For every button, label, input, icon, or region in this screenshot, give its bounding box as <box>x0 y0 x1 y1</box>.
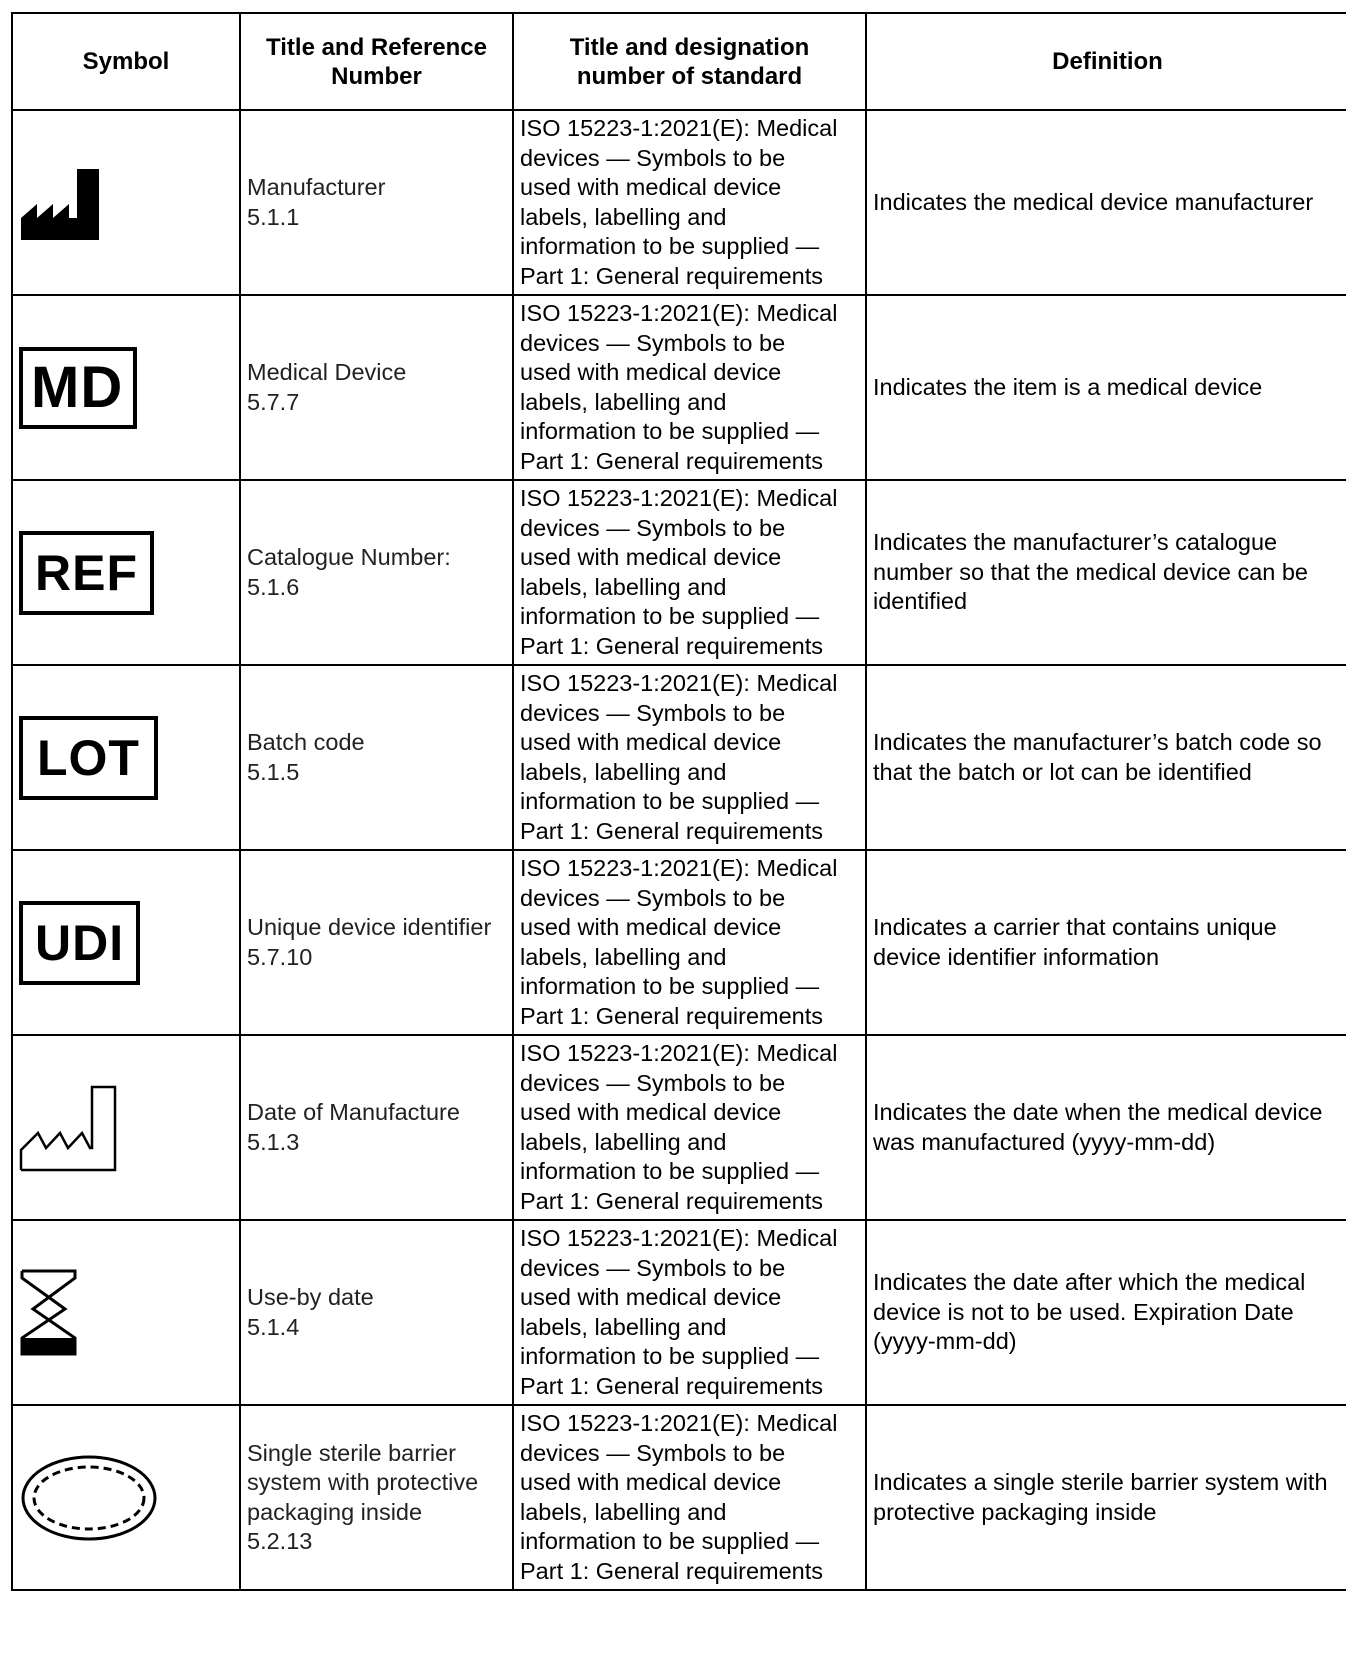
ref-icon: REF <box>19 531 154 615</box>
definition-cell: Indicates the date when the medical device was manufactured (yyyy-mm-dd) <box>866 1035 1346 1220</box>
table-row <box>12 480 1346 665</box>
reference-number: 5.7.10 <box>247 943 313 970</box>
standard-cell: ISO 15223-1:2021(E): Medical devices — Symbols to be used with medical device labels, labelling and information to be supplied — Part 1: General requirements <box>513 295 866 480</box>
reference-number: 5.7.7 <box>247 388 300 415</box>
title-cell <box>240 1220 513 1405</box>
symbol-cell <box>12 1405 240 1590</box>
title-cell <box>240 1035 513 1220</box>
definition-cell: Indicates the date after which the medical device is not to be used. Expiration Date (yyyy-mm-dd) <box>866 1220 1346 1405</box>
symbols-table <box>11 12 1346 1591</box>
title-cell <box>240 665 513 850</box>
symbol-cell <box>12 1035 240 1220</box>
table-row <box>12 110 1346 295</box>
md-icon: MD <box>19 347 137 429</box>
header-standard: Title and designation number of standard <box>513 13 866 110</box>
header-row <box>12 13 1346 110</box>
standard-cell: ISO 15223-1:2021(E): Medical devices — Symbols to be used with medical device labels, labelling and information to be supplied — Part 1: General requirements <box>513 1035 866 1220</box>
title-cell <box>240 110 513 295</box>
definition-cell: Indicates the manufacturer’s batch code so that the batch or lot can be identified <box>866 665 1346 850</box>
reference-number: 5.2.13 <box>247 1528 313 1554</box>
table-row <box>12 1405 1346 1590</box>
definition-cell: Indicates the medical device manufacturer <box>866 110 1346 295</box>
standard-cell: ISO 15223-1:2021(E): Medical devices — Symbols to be used with medical device labels, labelling and information to be supplied — Part 1: General requirements <box>513 665 866 850</box>
date-of-manufacture-icon <box>19 1082 119 1174</box>
table-row <box>12 850 1346 1035</box>
symbol-cell <box>12 850 240 1035</box>
title-text: Batch code <box>247 729 365 755</box>
table-row <box>12 665 1346 850</box>
title-cell <box>240 295 513 480</box>
symbol-cell <box>12 110 240 295</box>
header-definition: Definition <box>866 13 1346 110</box>
reference-number: 5.1.1 <box>247 203 300 230</box>
reference-number: 5.1.6 <box>247 573 300 600</box>
title-text: Unique device identifier <box>247 914 492 940</box>
title-text: Use-by date <box>247 1284 374 1310</box>
standard-cell: ISO 15223-1:2021(E): Medical devices — Symbols to be used with medical device labels, labelling and information to be supplied — Part 1: General requirements <box>513 850 866 1035</box>
manufacturer-icon <box>19 164 99 242</box>
reference-number: 5.1.3 <box>247 1128 300 1155</box>
symbol-cell <box>12 665 240 850</box>
definition-cell: Indicates the item is a medical device <box>866 295 1346 480</box>
symbol-cell <box>12 1220 240 1405</box>
title-cell <box>240 850 513 1035</box>
title-cell <box>240 480 513 665</box>
reference-number: 5.1.5 <box>247 758 300 785</box>
title-cell <box>240 1405 513 1590</box>
symbol-cell <box>12 295 240 480</box>
definition-cell: Indicates a single sterile barrier system with protective packaging inside <box>866 1405 1346 1590</box>
table-row <box>12 1220 1346 1405</box>
standard-cell: ISO 15223-1:2021(E): Medical devices — Symbols to be used with medical device labels, labelling and information to be supplied — Part 1: General requirements <box>513 110 866 295</box>
hourglass-icon <box>19 1268 77 1358</box>
table-row <box>12 1035 1346 1220</box>
definition-cell: Indicates the manufacturer’s catalogue number so that the medical device can be identified <box>866 480 1346 665</box>
standard-cell: ISO 15223-1:2021(E): Medical devices — Symbols to be used with medical device labels, labelling and information to be supplied — Part 1: General requirements <box>513 480 866 665</box>
sterile-barrier-icon <box>19 1453 159 1543</box>
standard-cell: ISO 15223-1:2021(E): Medical devices — Symbols to be used with medical device labels, labelling and information to be supplied — Part 1: General requirements <box>513 1405 866 1590</box>
standard-cell: ISO 15223-1:2021(E): Medical devices — Symbols to be used with medical device labels, labelling and information to be supplied — Part 1: General requirements <box>513 1220 866 1405</box>
symbol-cell <box>12 480 240 665</box>
title-text: Medical Device <box>247 359 407 385</box>
table-row <box>12 295 1346 480</box>
lot-icon: LOT <box>19 716 158 800</box>
title-text: Manufacturer <box>247 174 386 200</box>
header-title-ref: Title and Reference Number <box>240 13 513 110</box>
title-text: Date of Manufacture <box>247 1099 460 1125</box>
udi-icon: UDI <box>19 901 140 985</box>
title-text: Single sterile barrier system with protective packaging inside <box>247 1439 479 1525</box>
definition-cell: Indicates a carrier that contains unique device identifier information <box>866 850 1346 1035</box>
title-text: Catalogue Number: <box>247 544 451 570</box>
reference-number: 5.1.4 <box>247 1313 300 1340</box>
header-symbol: Symbol <box>12 13 240 110</box>
